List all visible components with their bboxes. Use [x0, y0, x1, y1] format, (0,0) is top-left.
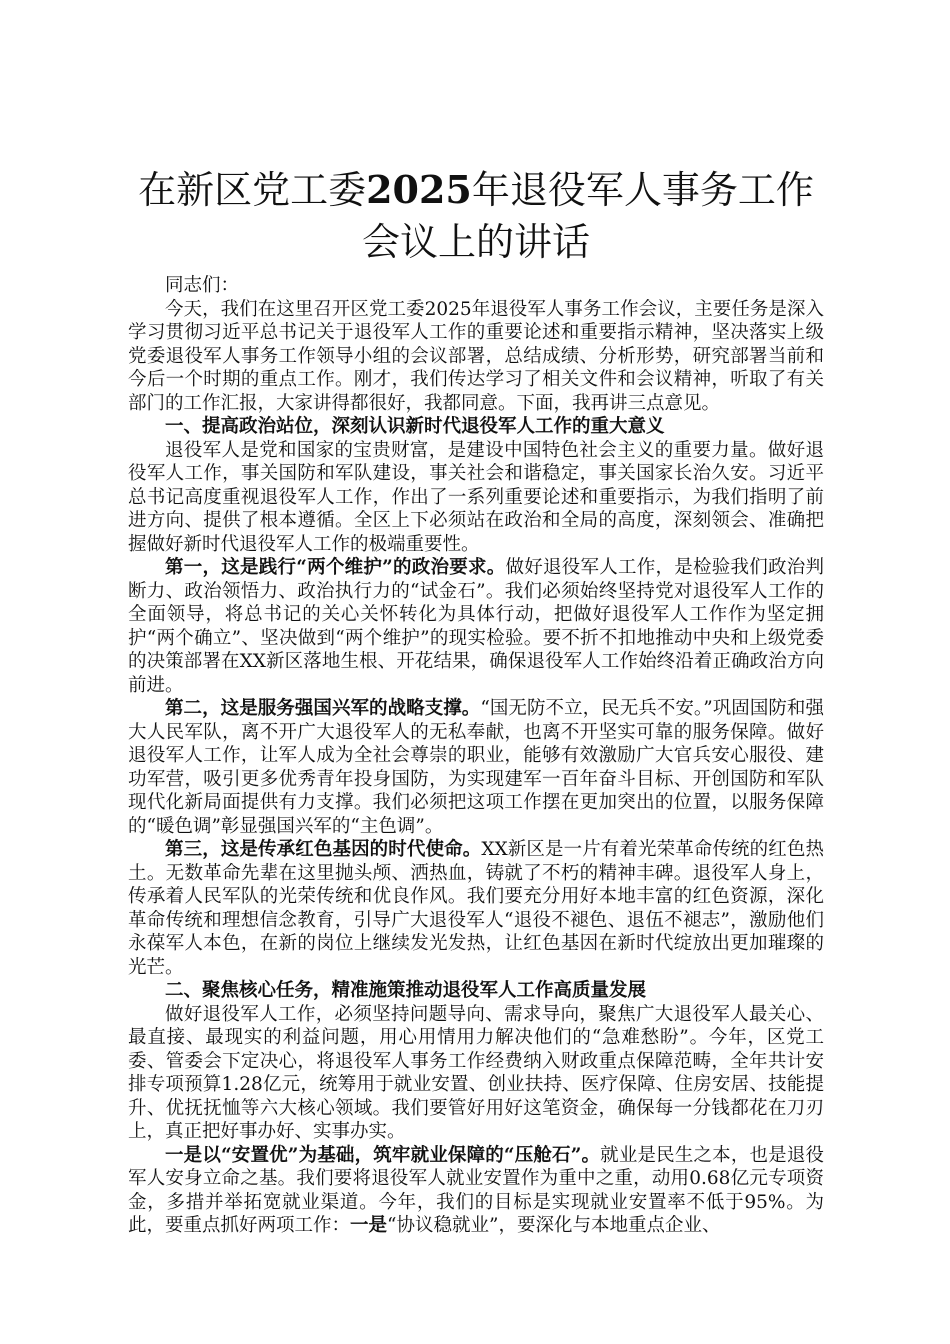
section1-point2-lead: 第二，这是服务强国兴军的战略支撑。: [165, 698, 481, 719]
section2-heading: 二、聚焦核心任务，精准施策推动退役军人工作高质量发展: [165, 980, 647, 1001]
title-year: 2025: [366, 167, 472, 212]
section2-point1-body-b: “协议稳就业”，要深化与本地重点企业、: [387, 1215, 721, 1236]
section1-point1-body: 做好退役军人工作，是检验我们政治判断力、政治领悟力、政治执行力的“试金石”。我们必须始终坚持党对退役军人工作的全面领导，将总书记的关心关怀转化为具体行动，把做好退役军人工作作为坚定拥护“两个确立”、坚决做到“两个维护”的现实检验。要不折不扣地推动中央和上级党委的决策部署在XX新区落地生根、开花结果，确保退役军人工作始终沿着正确政治方向前进。: [128, 557, 824, 696]
section1-point1: [128, 556, 824, 697]
section1-point3-lead: 第三，这是传承红色基因的时代使命。: [165, 839, 482, 860]
document-page: [128, 164, 824, 1238]
intro-paragraph: 今天，我们在这里召开区党工委2025年退役军人事务工作会议，主要任务是深入学习贯彻习近平总书记关于退役军人工作的重要论述和重要指示精神，坚决落实上级党委退役军人事务工作领导小组的会议部署，总结成绩、分析形势，研究部署当前和今后一个时期的重点工作。刚才，我们传达学习了相关文件和会议精神，听取了有关部门的工作汇报，大家讲得都很好，我都同意。下面，我再讲三点意见。: [128, 298, 824, 414]
section1-heading: 一、提高政治站位，深刻认识新时代退役军人工作的重大意义: [165, 416, 665, 437]
section1-point1-lead: 第一，这是践行“两个维护”的政治要求。: [165, 557, 506, 578]
section1-point2: [128, 697, 824, 838]
title-part1: 在新区党工委: [138, 168, 367, 212]
section2-point1-body-a: 就业是民生之本，也是退役军人安身立命之基。我们要将退役军人就业安置作为重中之重，动用0.68亿元专项资金，多措并举拓宽就业渠道。今年，我们的目标是实现就业安置率不低于95%。为此，要重点抓好两项工作：: [128, 1144, 824, 1236]
document-title: [128, 164, 824, 268]
section2-body: 做好退役军人工作，必须坚持问题导向、需求导向，聚焦广大退役军人最关心、最直接、最现实的利益问题，用心用情用力解决他们的“急难愁盼”。今年，区党工委、管委会下定决心，将退役军人事务工作经费纳入财政重点保障范畴，全年共计安排专项预算1.28亿元，统筹用于就业安置、创业扶持、医疗保障、住房安居、技能提升、优抚抚恤等六大核心领域。我们要管好用好这笔资金，确保每一分钱都花在刀刃上，真正把好事办好、实事办实。: [128, 1003, 824, 1142]
section1-body: 退役军人是党和国家的宝贵财富，是建设中国特色社会主义的重要力量。做好退役军人工作，事关国防和军队建设，事关社会和谐稳定，事关国家长治久安。习近平总书记高度重视退役军人工作，作出了一系列重要论述和重要指示，为我们指明了前进方向、提供了根本遵循。全区上下必须站在政治和全局的高度，深刻领会、准确把握做好新时代退役军人工作的极端重要性。: [128, 439, 824, 555]
section2-point1-lead: 一是以“安置优”为基础，筑牢就业保障的“压舱石”。: [165, 1144, 601, 1166]
section2-point1-sub-lead: 一是: [350, 1215, 388, 1236]
section1-point3: [128, 838, 824, 979]
section1-point2-body: “国无防不立，民无兵不安。”巩固国防和强大人民军队，离不开广大退役军人的无私奉献，也离不开坚实可靠的服务保障。做好退役军人工作，让军人成为全社会尊崇的职业，能够有效激励广大官兵安心服役、建功军营，吸引更多优秀青年投身国防，为实现建军一百年奋斗目标、开创国防和军队现代化新局面提供有力支撑。我们必须把这项工作摆在更加突出的位置，以服务保障的“暖色调”彰显强国兴军的“主色调”。: [128, 698, 824, 837]
section1-point3-body: XX新区是一片有着光荣革命传统的红色热土。无数革命先辈在这里抛头颅、洒热血，铸就了不朽的精神丰碑。退役军人身上，传承着人民军队的光荣传统和优良作风。我们要充分用好本地丰富的红色资源，深化革命传统和理想信念教育，引导广大退役军人“退役不褪色、退伍不褪志”，激励他们永葆军人本色，在新的岗位上继续发光发热，让红色基因在新时代绽放出更加璀璨的光芒。: [128, 839, 824, 978]
salutation: 同志们：: [165, 275, 240, 296]
section2-point1: [128, 1144, 824, 1238]
title-part2: 年退役军人事务工作会议上的讲话: [361, 168, 814, 264]
